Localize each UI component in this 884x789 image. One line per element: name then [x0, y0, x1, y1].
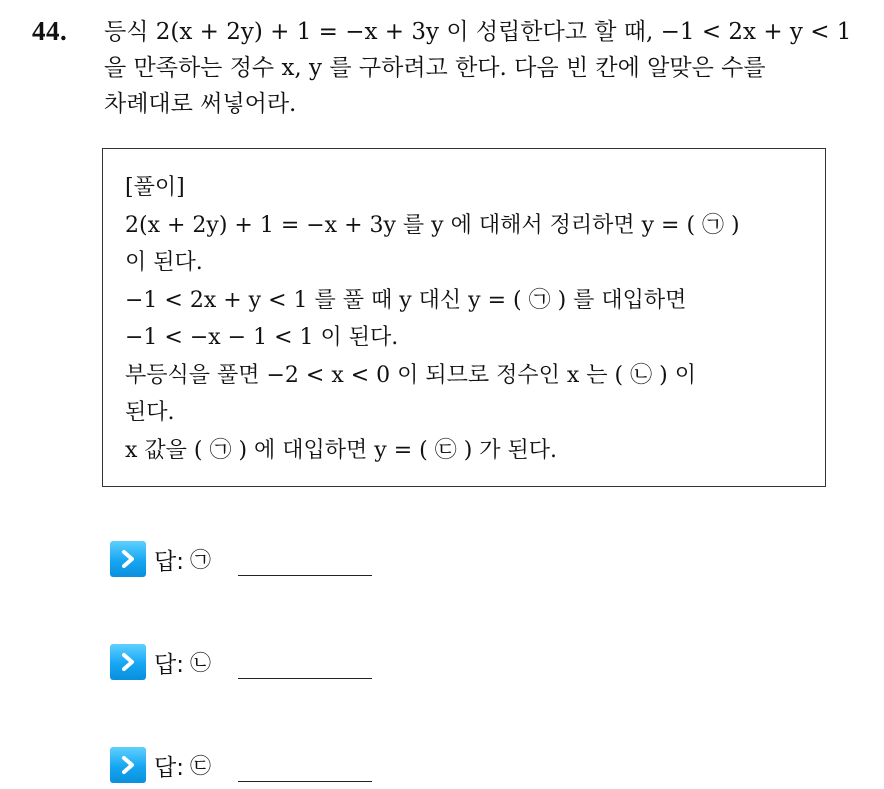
- answer-blank-1[interactable]: [238, 575, 372, 576]
- solution-box: [102, 148, 826, 487]
- solution-line: −1 < 2x + y < 1 를 풀 때 y 대신 y = ( ㉠ ) 를 대입하면: [125, 287, 687, 313]
- solution-line: x 값을 ( ㉠ ) 에 대입하면 y = ( ㉢ ) 가 된다.: [125, 437, 558, 463]
- question-line: 차례대로 써넣어라.: [104, 91, 297, 117]
- answer-label: 답:: [154, 651, 184, 678]
- answer-row-1: [110, 541, 211, 577]
- solution-line: 부등식을 풀면 −2 < x < 0 이 되므로 정수인 x 는 ( ㉡ ) 이: [125, 362, 696, 388]
- question-number: 44.: [32, 16, 68, 46]
- answer-label: 답:: [154, 754, 184, 781]
- chevron-right-icon: [110, 747, 146, 783]
- answer-blank-3[interactable]: [238, 781, 372, 782]
- answer-symbol: ㉡: [189, 651, 211, 675]
- solution-line: 2(x + 2y) + 1 = −x + 3y 를 y 에 대해서 정리하면 y = ( ㉠ ): [125, 212, 740, 238]
- answer-label: 답:: [154, 548, 184, 575]
- question-line: 등식 2(x + 2y) + 1 = −x + 3y 이 성립한다고 할 때, −1 < 2x + y < 1: [104, 19, 852, 45]
- answer-row-3: [110, 747, 211, 783]
- answer-symbol: ㉢: [189, 754, 211, 778]
- solution-content: [125, 169, 740, 469]
- solution-line: 이 된다.: [125, 250, 203, 275]
- chevron-right-icon: [110, 644, 146, 680]
- question-line: 을 만족하는 정수 x, y 를 구하려고 한다. 다음 빈 칸에 알맞은 수를: [104, 55, 766, 81]
- solution-heading: [풀이]: [125, 175, 185, 200]
- answer-symbol: ㉠: [189, 548, 211, 572]
- chevron-right-icon: [110, 541, 146, 577]
- solution-line: −1 < −x − 1 < 1 이 된다.: [125, 325, 399, 350]
- answer-blank-2[interactable]: [238, 678, 372, 679]
- solution-line: 된다.: [125, 400, 175, 425]
- answer-row-2: [110, 644, 211, 680]
- question-text: [104, 14, 864, 122]
